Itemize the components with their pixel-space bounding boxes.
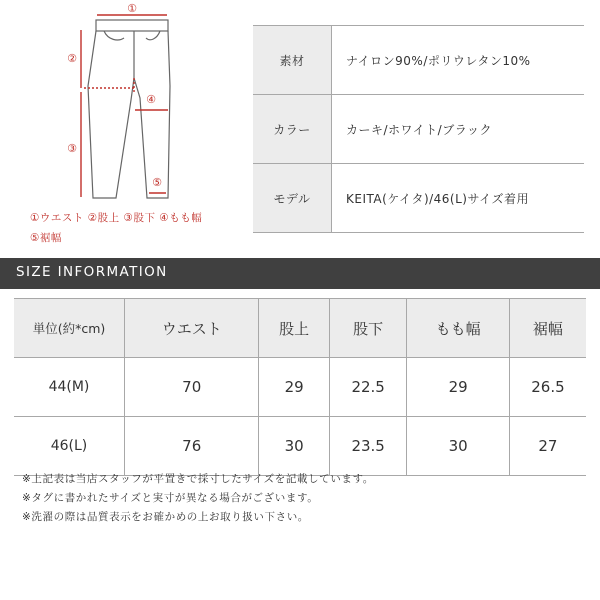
header-rise: 股上 bbox=[259, 299, 329, 358]
pocket-left bbox=[104, 31, 124, 40]
header-waist: ウエスト bbox=[125, 299, 259, 358]
measurement-legend bbox=[30, 210, 202, 245]
pocket-right bbox=[146, 31, 160, 40]
note-line: ※タグに書かれたサイズと実寸が異なる場合がございます。 bbox=[22, 492, 319, 504]
legend-thigh: ④もも幅 bbox=[159, 212, 203, 224]
spec-row-model bbox=[253, 164, 584, 233]
header-hem: 裾幅 bbox=[509, 299, 586, 358]
legend-rise: ②股上 bbox=[87, 212, 120, 224]
table-row bbox=[14, 417, 586, 476]
size-cell: 29 bbox=[407, 358, 509, 417]
size-cell: 44(M) bbox=[14, 358, 125, 417]
spec-label: 素材 bbox=[253, 26, 332, 95]
legend-inseam: ③股下 bbox=[123, 212, 156, 224]
marker-waist: ① bbox=[127, 2, 137, 15]
size-cell: 29 bbox=[259, 358, 329, 417]
banner-title: SIZE INFORMATION bbox=[16, 264, 168, 280]
spec-value: ナイロン90%/ポリウレタン10% bbox=[332, 26, 585, 95]
size-cell: 27 bbox=[509, 417, 586, 476]
header-thigh: もも幅 bbox=[407, 299, 509, 358]
size-cell: 70 bbox=[125, 358, 259, 417]
size-cell: 30 bbox=[259, 417, 329, 476]
size-cell: 46(L) bbox=[14, 417, 125, 476]
marker-inseam: ③ bbox=[67, 142, 77, 155]
spec-label: カラー bbox=[253, 95, 332, 164]
size-cell: 22.5 bbox=[329, 358, 407, 417]
marker-thigh: ④ bbox=[146, 93, 156, 106]
note-line: ※洗濯の際は品質表示をお確かめの上お取り扱い下さい。 bbox=[22, 511, 309, 523]
header-unit: 単位(約*cm) bbox=[14, 299, 125, 358]
spec-value: カーキ/ホワイト/ブラック bbox=[332, 95, 585, 164]
spec-row-color bbox=[253, 95, 584, 164]
leg-outline bbox=[88, 31, 170, 198]
size-notes bbox=[22, 470, 374, 527]
size-table bbox=[14, 298, 586, 476]
spec-value: KEITA(ケイタ)/46(L)サイズ着用 bbox=[332, 164, 585, 233]
header-inseam: 股下 bbox=[329, 299, 407, 358]
waistband bbox=[96, 20, 168, 31]
legend-hem: ⑤裾幅 bbox=[30, 232, 62, 244]
size-info-banner bbox=[0, 258, 600, 289]
pants-outline bbox=[88, 20, 170, 198]
spec-row-material bbox=[253, 26, 584, 95]
spec-table bbox=[253, 25, 584, 233]
size-cell: 30 bbox=[407, 417, 509, 476]
marker-hem: ⑤ bbox=[152, 176, 162, 189]
spec-label: モデル bbox=[253, 164, 332, 233]
marker-rise: ② bbox=[67, 52, 77, 65]
size-cell: 76 bbox=[125, 417, 259, 476]
table-row bbox=[14, 358, 586, 417]
legend-waist: ①ウエスト bbox=[30, 212, 84, 224]
size-cell: 26.5 bbox=[509, 358, 586, 417]
note-line: ※上記表は当店スタッフが平置きで採寸したサイズを記載しています。 bbox=[22, 473, 374, 485]
size-cell: 23.5 bbox=[329, 417, 407, 476]
size-header-row bbox=[14, 299, 586, 358]
